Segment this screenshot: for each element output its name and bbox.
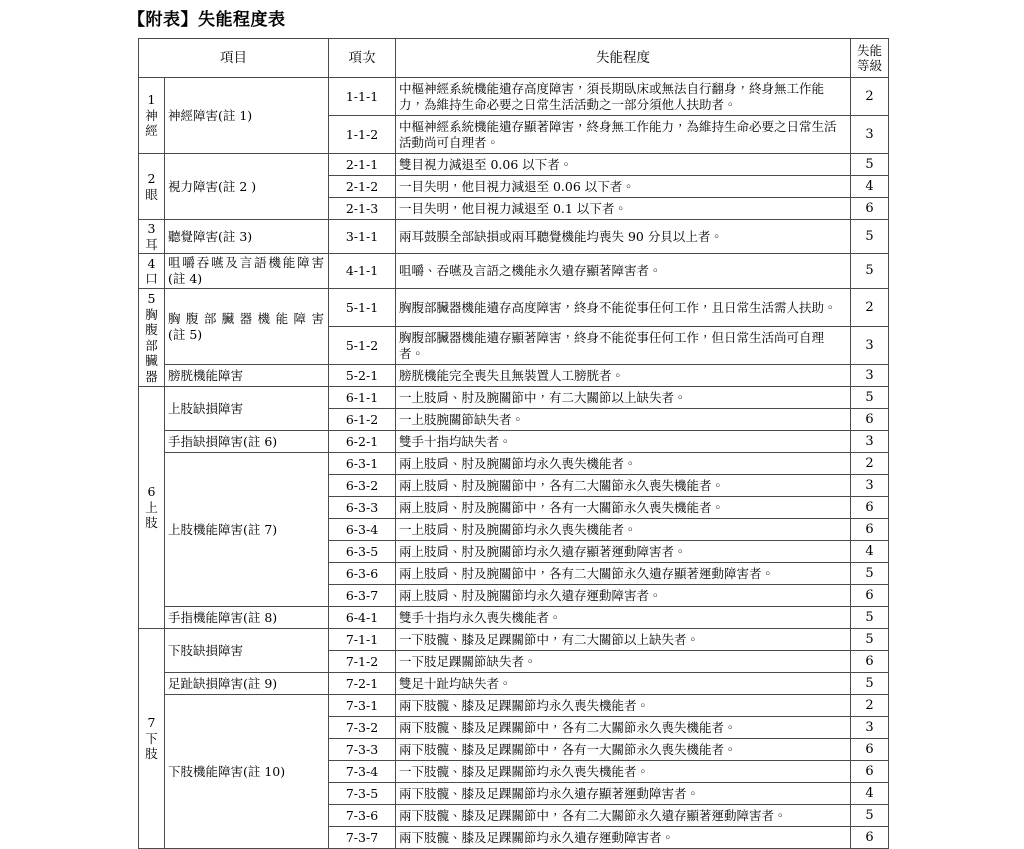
table-body: [139, 78, 889, 849]
item-number-cell: 5-2-1: [329, 365, 396, 387]
category-cell: 4 口: [139, 254, 165, 289]
grade-cell: 2: [851, 289, 889, 327]
description-cell: 一上肢肩、肘及腕關節均永久喪失機能者。: [396, 519, 851, 541]
description-cell: 一下肢髖、膝及足踝關節均永久喪失機能者。: [396, 761, 851, 783]
item-number-cell: 2-1-1: [329, 154, 396, 176]
grade-cell: 6: [851, 739, 889, 761]
page-title: 【附表】失能程度表: [128, 10, 286, 30]
description-cell: 雙手十指均永久喪失機能者。: [396, 607, 851, 629]
description-cell: 兩上肢肩、肘及腕關節中，各有二大關節永久喪失機能者。: [396, 475, 851, 497]
subcategory-label-line2: (註 4): [168, 271, 203, 286]
description-cell: 兩上肢肩、肘及腕關節中，各有一大關節永久喪失機能者。: [396, 497, 851, 519]
item-number-cell: 7-2-1: [329, 673, 396, 695]
item-number-cell: 7-3-6: [329, 805, 396, 827]
grade-cell: 2: [851, 695, 889, 717]
subcategory-cell: 手指機能障害(註 8): [165, 607, 329, 629]
grade-cell: 6: [851, 409, 889, 431]
table-row: [139, 431, 889, 453]
description-cell: 咀嚼、吞嚥及言語之機能永久遺存顯著障害者。: [396, 254, 851, 289]
grade-cell: 3: [851, 431, 889, 453]
grade-cell: 3: [851, 475, 889, 497]
item-number-cell: 2-1-2: [329, 176, 396, 198]
description-cell: 兩上肢肩、肘及腕關節均永久喪失機能者。: [396, 453, 851, 475]
item-number-cell: 7-3-2: [329, 717, 396, 739]
item-number-cell: 7-1-2: [329, 651, 396, 673]
grade-cell: 5: [851, 220, 889, 254]
subcategory-cell: [165, 289, 329, 365]
subcategory-cell: 下肢缺損障害: [165, 629, 329, 673]
description-cell: 一上肢肩、肘及腕關節中，有二大關節以上缺失者。: [396, 387, 851, 409]
subcategory-cell: 手指缺損障害(註 6): [165, 431, 329, 453]
category-cell: 3 耳: [139, 220, 165, 254]
item-number-cell: 7-1-1: [329, 629, 396, 651]
table-row: [139, 629, 889, 651]
description-cell: 胸腹部臟器機能遺存高度障害，終身不能從事任何工作，且日常生活需人扶助。: [396, 289, 851, 327]
grade-cell: 4: [851, 541, 889, 563]
grade-cell: 2: [851, 453, 889, 475]
description-cell: 兩上肢肩、肘及腕關節中，各有二大關節永久遺存顯著運動障害者。: [396, 563, 851, 585]
description-cell: 胸腹部臟器機能遺存顯著障害，終身不能從事任何工作，但日常生活尚可自理者。: [396, 327, 851, 365]
item-number-cell: 6-3-6: [329, 563, 396, 585]
table-row: [139, 387, 889, 409]
category-cell: 6 上 肢: [139, 387, 165, 629]
item-number-cell: 6-3-7: [329, 585, 396, 607]
table-row: [139, 289, 889, 327]
description-cell: 中樞神經系統機能遺存高度障害，須長期臥床或無法自行翻身，終身無工作能力，為維持生命必要之日常生活活動之一部分須他人扶助者。: [396, 78, 851, 116]
table-row: [139, 607, 889, 629]
description-cell: 兩下肢髖、膝及足踝關節中，各有二大關節永久喪失機能者。: [396, 717, 851, 739]
grade-cell: 6: [851, 827, 889, 849]
grade-cell: 6: [851, 497, 889, 519]
item-number-cell: 7-3-1: [329, 695, 396, 717]
item-number-cell: 1-1-1: [329, 78, 396, 116]
item-number-cell: 6-3-3: [329, 497, 396, 519]
category-cell: 5 胸 腹 部 臟 器: [139, 289, 165, 387]
grade-cell: 3: [851, 717, 889, 739]
item-number-cell: 7-3-5: [329, 783, 396, 805]
subcategory-cell: 上肢機能障害(註 7): [165, 453, 329, 607]
description-cell: 雙足十趾均缺失者。: [396, 673, 851, 695]
grade-cell: 6: [851, 585, 889, 607]
subcategory-cell: 膀胱機能障害: [165, 365, 329, 387]
subcategory-cell: 視力障害(註 2 ): [165, 154, 329, 220]
description-cell: 一目失明，他目視力減退至 0.06 以下者。: [396, 176, 851, 198]
grade-cell: 5: [851, 805, 889, 827]
item-number-cell: 6-1-1: [329, 387, 396, 409]
grade-cell: 6: [851, 519, 889, 541]
grade-cell: 3: [851, 365, 889, 387]
description-cell: 兩下肢髖、膝及足踝關節均永久遺存顯著運動障害者。: [396, 783, 851, 805]
item-number-cell: 7-3-7: [329, 827, 396, 849]
grade-cell: 5: [851, 563, 889, 585]
item-number-cell: 7-3-4: [329, 761, 396, 783]
subcategory-label-line2: (註 5): [168, 326, 203, 342]
description-cell: 兩下肢髖、膝及足踝關節均永久喪失機能者。: [396, 695, 851, 717]
grade-cell: 6: [851, 198, 889, 220]
subcategory-cell: 神經障害(註 1): [165, 78, 329, 154]
table-row: [139, 695, 889, 717]
subcategory-cell: [165, 254, 329, 289]
subcategory-cell: 足趾缺損障害(註 9): [165, 673, 329, 695]
grade-cell: 4: [851, 176, 889, 198]
grade-cell: 5: [851, 629, 889, 651]
category-cell: 2 眼: [139, 154, 165, 220]
description-cell: 兩下肢髖、膝及足踝關節中，各有二大關節永久遺存顯著運動障害者。: [396, 805, 851, 827]
item-number-cell: 6-3-2: [329, 475, 396, 497]
description-cell: 兩下肢髖、膝及足踝關節均永久遺存運動障害者。: [396, 827, 851, 849]
subcategory-label-line1: 咀嚼吞嚥及言語機能障害: [168, 255, 324, 270]
grade-cell: 2: [851, 78, 889, 116]
description-cell: 兩上肢肩、肘及腕關節均永久遺存運動障害者。: [396, 585, 851, 607]
item-number-cell: 6-3-5: [329, 541, 396, 563]
item-number-cell: 6-3-4: [329, 519, 396, 541]
description-cell: 雙目視力減退至 0.06 以下者。: [396, 154, 851, 176]
table-row: [139, 154, 889, 176]
description-cell: 中樞神經系統機能遺存顯著障害，終身無工作能力，為維持生命必要之日常生活活動尚可自理者。: [396, 116, 851, 154]
header-category: 項目: [139, 39, 329, 78]
item-number-cell: 1-1-2: [329, 116, 396, 154]
header-description: 失能程度: [396, 39, 851, 78]
disability-grade-table: [138, 38, 889, 849]
item-number-cell: 6-1-2: [329, 409, 396, 431]
description-cell: 兩下肢髖、膝及足踝關節中，各有一大關節永久喪失機能者。: [396, 739, 851, 761]
description-cell: 一下肢髖、膝及足踝關節中，有二大關節以上缺失者。: [396, 629, 851, 651]
description-cell: 兩耳鼓膜全部缺損或兩耳聽覺機能均喪失 90 分貝以上者。: [396, 220, 851, 254]
description-cell: 一上肢腕關節缺失者。: [396, 409, 851, 431]
grade-cell: 6: [851, 761, 889, 783]
category-cell: 7 下 肢: [139, 629, 165, 849]
table-row: [139, 453, 889, 475]
description-cell: 雙手十指均缺失者。: [396, 431, 851, 453]
item-number-cell: 5-1-1: [329, 289, 396, 327]
grade-cell: 5: [851, 607, 889, 629]
grade-cell: 5: [851, 154, 889, 176]
grade-cell: 3: [851, 116, 889, 154]
item-number-cell: 6-3-1: [329, 453, 396, 475]
grade-cell: 5: [851, 254, 889, 289]
table-header: [139, 39, 889, 78]
item-number-cell: 3-1-1: [329, 220, 396, 254]
item-number-cell: 5-1-2: [329, 327, 396, 365]
item-number-cell: 7-3-3: [329, 739, 396, 761]
item-number-cell: 2-1-3: [329, 198, 396, 220]
table-row: [139, 673, 889, 695]
table-row: [139, 78, 889, 116]
subcategory-cell: 上肢缺損障害: [165, 387, 329, 431]
header-item-no: 項次: [329, 39, 396, 78]
category-cell: 1 神 經: [139, 78, 165, 154]
description-cell: 兩上肢肩、肘及腕關節均永久遺存顯著運動障害者。: [396, 541, 851, 563]
table-row: [139, 254, 889, 289]
subcategory-cell: 聽覺障害(註 3): [165, 220, 329, 254]
grade-cell: 5: [851, 387, 889, 409]
description-cell: 膀胱機能完全喪失且無裝置人工膀胱者。: [396, 365, 851, 387]
subcategory-label-line1: 胸腹部臟器機能障害: [168, 310, 324, 326]
table-row: [139, 220, 889, 254]
description-cell: 一目失明，他目視力減退至 0.1 以下者。: [396, 198, 851, 220]
grade-cell: 6: [851, 651, 889, 673]
description-cell: 一下肢足踝關節缺失者。: [396, 651, 851, 673]
item-number-cell: 6-4-1: [329, 607, 396, 629]
table-header-row: [139, 39, 889, 78]
subcategory-cell: 下肢機能障害(註 10): [165, 695, 329, 849]
table-row: [139, 365, 889, 387]
header-grade: 失能等級: [851, 39, 889, 78]
grade-cell: 3: [851, 327, 889, 365]
grade-cell: 4: [851, 783, 889, 805]
item-number-cell: 6-2-1: [329, 431, 396, 453]
grade-cell: 5: [851, 673, 889, 695]
item-number-cell: 4-1-1: [329, 254, 396, 289]
